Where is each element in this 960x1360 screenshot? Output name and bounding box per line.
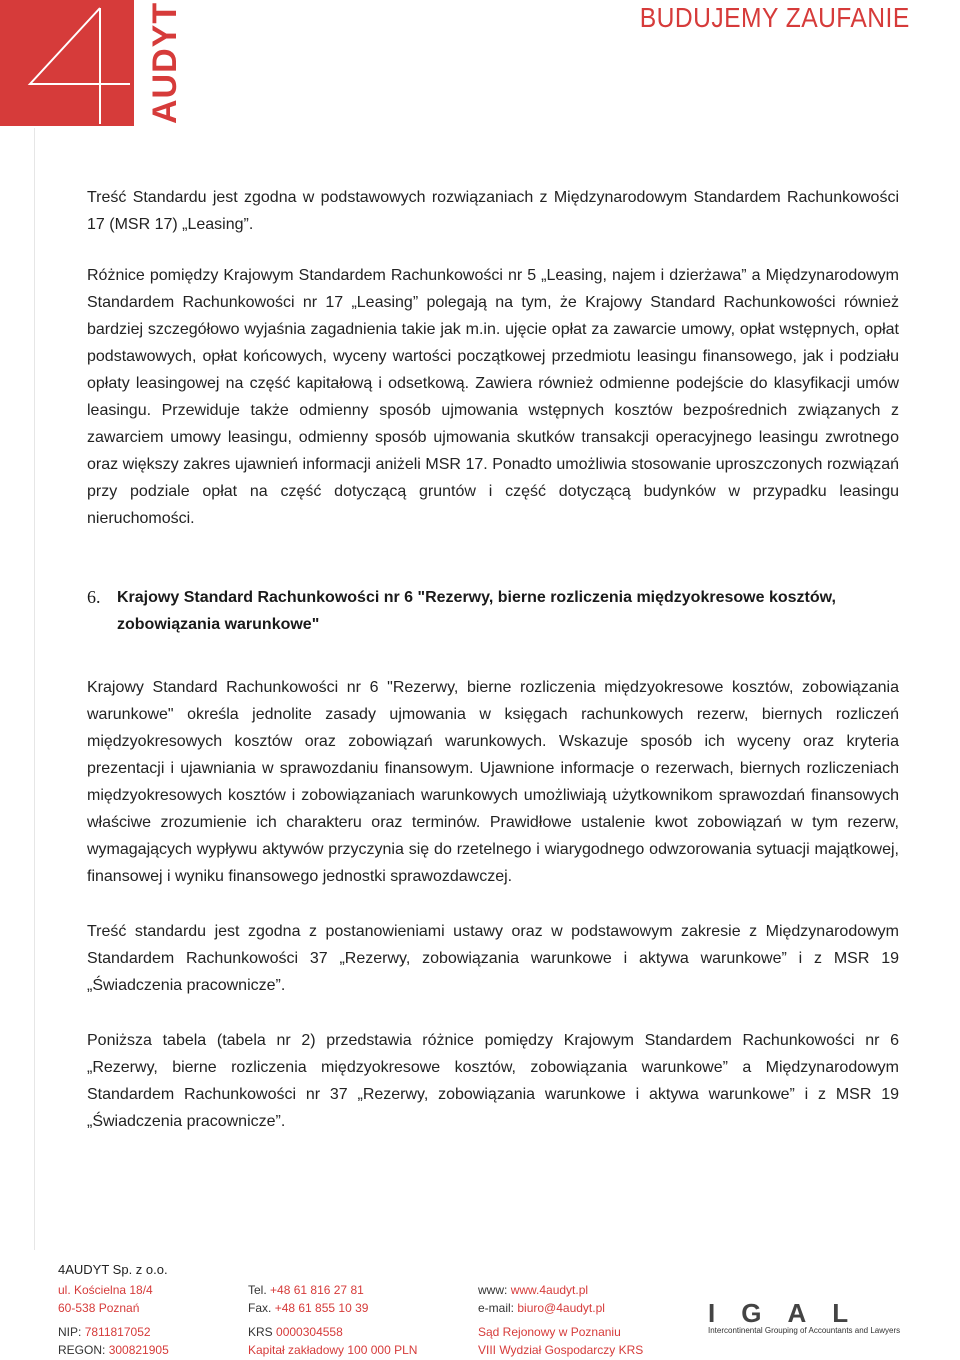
igal-wordmark: IGAL: [708, 1298, 875, 1328]
footer-www: www: www.4audyt.pl: [478, 1283, 589, 1297]
igal-subtitle: Intercontinental Grouping of Accountants and Lawyers: [708, 1326, 901, 1335]
footer-www-link[interactable]: www.4audyt.pl: [510, 1283, 589, 1297]
footer-tel: Tel. +48 61 816 27 81: [248, 1283, 364, 1297]
footer-email-link[interactable]: biuro@4audyt.pl: [517, 1300, 605, 1315]
footer-address: [58, 1282, 153, 1317]
footer-ids: [58, 1324, 169, 1359]
section-title: Krajowy Standard Rachunkowości nr 6 "Rezerwy, bierne rozliczenia międzyokresowe kosztów, zobowiązania warunkowe": [117, 589, 836, 633]
footer-email: e-mail: biuro@4audyt.pl: [478, 1300, 605, 1315]
margin-rule: [34, 128, 35, 1250]
page-footer: [0, 1256, 960, 1360]
footer-registry: [248, 1324, 417, 1359]
footer-regon: REGON: 300821905: [58, 1342, 169, 1357]
footer-nip: NIP: 7811817052: [58, 1325, 151, 1339]
footer-city: 60-538 Poznań: [58, 1300, 140, 1315]
tagline: BUDUJEMY ZAUFANIE: [640, 2, 910, 33]
document-body: [87, 184, 899, 1135]
footer-phone: [248, 1282, 368, 1317]
footer-court-name: Sąd Rejonowy w Poznaniu: [478, 1325, 621, 1339]
footer-web: [478, 1282, 605, 1317]
footer-company-name: 4AUDYT Sp. z o.o.: [58, 1262, 168, 1277]
section-heading-6: [87, 584, 899, 638]
footer-krs: KRS 0000304558: [248, 1325, 343, 1339]
footer-court-dept: VIII Wydział Gospodarczy KRS: [478, 1342, 644, 1357]
footer-street: ul. Kościelna 18/4: [58, 1283, 153, 1297]
4audyt-logo: [0, 0, 184, 128]
logo-wordmark: AUDYT: [146, 1, 184, 124]
logo-red-block: [0, 0, 134, 126]
footer-capital: Kapitał zakładowy 100 000 PLN: [248, 1342, 418, 1357]
footer-fax: Fax. +48 61 855 10 39: [248, 1300, 369, 1315]
paragraph-table-intro: Poniższa tabela (tabela nr 2) przedstawia różnice pomiędzy Krajowym Standardem Rachunkowości nr 6 „Rezerwy, bierne rozliczenia międzyokresowe kosztów, zobowiązania warunkowe” a Międzynarodowym Standardem Rachunkowości nr 37 „Rezerwy, zobowiązania warunkowe i aktywa warunkowe” i z MSR 19 „Świadczenia pracownicze”.: [87, 1032, 899, 1130]
paragraph-ksr5-differences: Różnice pomiędzy Krajowym Standardem Rachunkowości nr 5 „Leasing, najem i dzierżawa” a Międzynarodowym Standardem Rachunkowości nr 17 „Leasing” polegają na tym, że Krajowy Standard Rachunkowości również bardziej szczegółowo wyjaśnia zagadnienia takie jak m.in. ujęcie opłat za zawarcie umowy, opłat wstępnych, opłat podstawowych, opłat końcowych, wyceny wartości początkowej przedmiotu leasingu finansowego, jak i podziału opłaty leasingowej na część kapitałową i odsetkową. Zawiera również odmienne podejście do klasyfikacji umów leasingu. Przewiduje także odmienny sposób ujmowania wstępnych kosztów bezpośrednich związanych z zawarciem umowy leasingu, odmienny sposób ujmowania skutków transakcji operacyjnego leasingu zwrotnego oraz większy zakres ujawnień informacji aniżeli MSR 17. Ponadto umożliwia stosowanie uproszczonych rozwiązań przy podziale opłat na część dotyczącą gruntów i część dotyczącą budynków w przypadku leasingu nieruchomości.: [87, 267, 899, 527]
paragraph-msr17-compliance: Treść Standardu jest zgodna w podstawowych rozwiązaniach z Międzynarodowym Standardem Rachunkowości 17 (MSR 17) „Leasing”.: [87, 189, 899, 233]
footer-court: [478, 1324, 643, 1359]
paragraph-ksr6-compliance: Treść standardu jest zgodna z postanowieniami ustawy oraz w podstawowym zakresie z Międzynarodowym Standardem Rachunkowości 37 „Rezerwy, zobowiązania warunkowe i aktywa warunkowe” i z MSR 19 „Świadczenia pracownicze”.: [87, 923, 899, 994]
section-number: 6.: [87, 587, 101, 607]
paragraph-ksr6-description: Krajowy Standard Rachunkowości nr 6 "Rezerwy, bierne rozliczenia międzyokresowe kosztów, zobowiązania warunkowe" określa jednolite zasady ujmowania w księgach rachunkowych rezerw, biernych rozliczeń międzyokresowych kosztów oraz zobowiązań warunkowych. Wskazuje sposób ich wyceny oraz kryteria prezentacji i ujawniania w sprawozdaniu finansowym. Ujawnione informacje o rezerwach, biernych rozliczeniach międzyokresowych kosztów i zobowiązaniach warunkowych umożliwiają użytkownikom sprawozdań finansowych właściwe zrozumienie ich charakteru oraz terminów. Prawidłowe ustalenie kwot zobowiązań w tym rezerw, wymagających wypływu aktywów przyczynia się do rzetelnego i wiarygodnego odwzorowania sytuacji majątkowej, finansowej i wyniku finansowego jednostki sprawozdawczej.: [87, 679, 899, 885]
